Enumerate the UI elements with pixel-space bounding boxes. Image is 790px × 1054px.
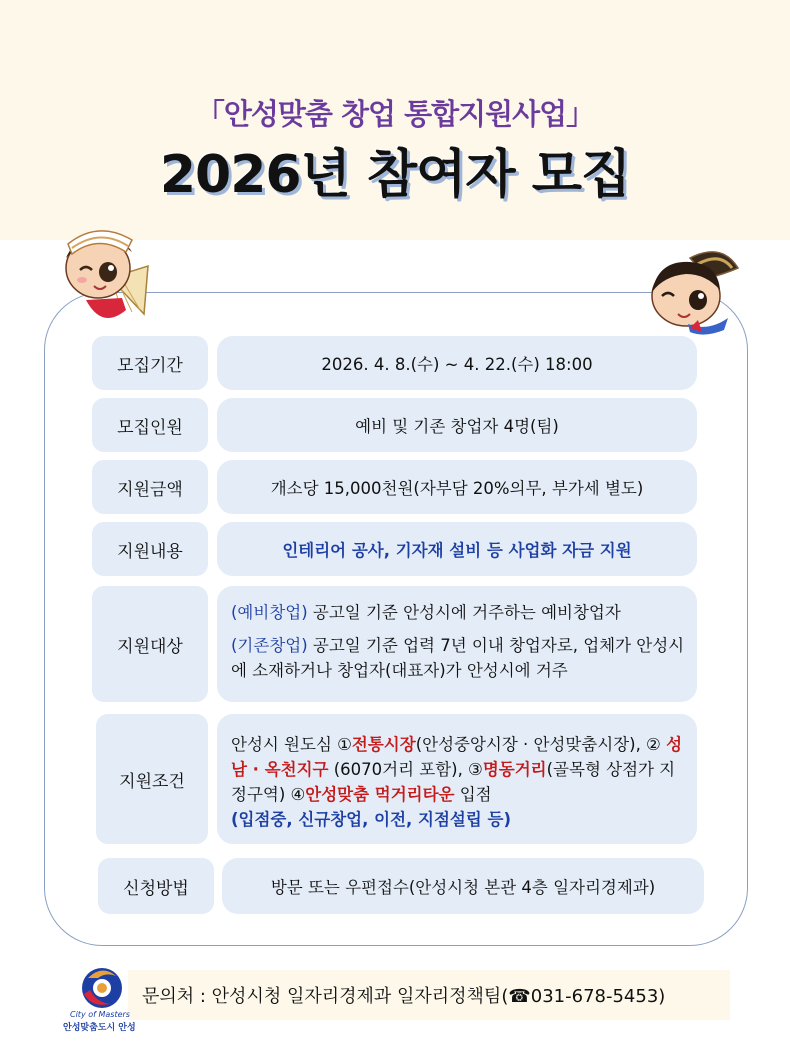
logo-korean: 안성맞춤도시 안성: [63, 1023, 136, 1033]
condition-text: 안성시 원도심 ①전통시장(안성중앙시장 · 안성맞춤시장), ② 성남 · 옥천지구 (6070거리 포함), ③명동거리(골목형 상점가 지정구역) ④안성맞춤 먹거리타운 입점: [231, 735, 683, 804]
label-support-condition: 지원조건: [96, 714, 208, 844]
label-apply-method: 신청방법: [98, 858, 214, 914]
value-support-amount: 개소당 15,000천원(자부담 20%의무, 부가세 별도): [217, 460, 697, 514]
target-existing: (기존창업) 공고일 기준 업력 7년 이내 창업자로, 업체가 안성시에 소재하거나 창업자(대표자)가 안성시에 거주: [231, 636, 685, 680]
label-support-target: 지원대상: [92, 586, 208, 702]
contact-text: 문의처 : 안성시청 일자리경제과 일자리정책팀(☎031-678-5453): [142, 986, 666, 1007]
value-apply-method: 방문 또는 우편접수(안성시청 본관 4층 일자리경제과): [222, 858, 704, 914]
value-recruit-period: 2026. 4. 8.(수) ~ 4. 22.(수) 18:00: [217, 336, 697, 390]
page-title: 2026년 참여자 모집: [159, 145, 631, 205]
label-support-content: 지원내용: [92, 522, 208, 576]
target-prestartup: (예비창업) 공고일 기준 안성시에 거주하는 예비창업자: [231, 603, 621, 622]
value-support-condition: [217, 714, 697, 844]
value-support-content: 인테리어 공사, 기자재 설비 등 사업화 자금 지원: [217, 522, 697, 576]
value-support-target: [217, 586, 697, 702]
label-recruit-period: 모집기간: [92, 336, 208, 390]
label-recruit-count: 모집인원: [92, 398, 208, 452]
mascot-right-icon: [628, 238, 748, 338]
contact-band: [128, 970, 730, 1020]
condition-note: (입점중, 신규창업, 이전, 지점설립 등): [231, 810, 512, 829]
mascot-left-icon: [52, 218, 164, 330]
value-recruit-count: 예비 및 기존 창업자 4명(팀): [217, 398, 697, 452]
logo-english: City of Masters: [70, 1010, 130, 1019]
label-support-amount: 지원금액: [92, 460, 208, 514]
page-subtitle: 「안성맞춤 창업 통합지원사업」: [195, 97, 595, 131]
